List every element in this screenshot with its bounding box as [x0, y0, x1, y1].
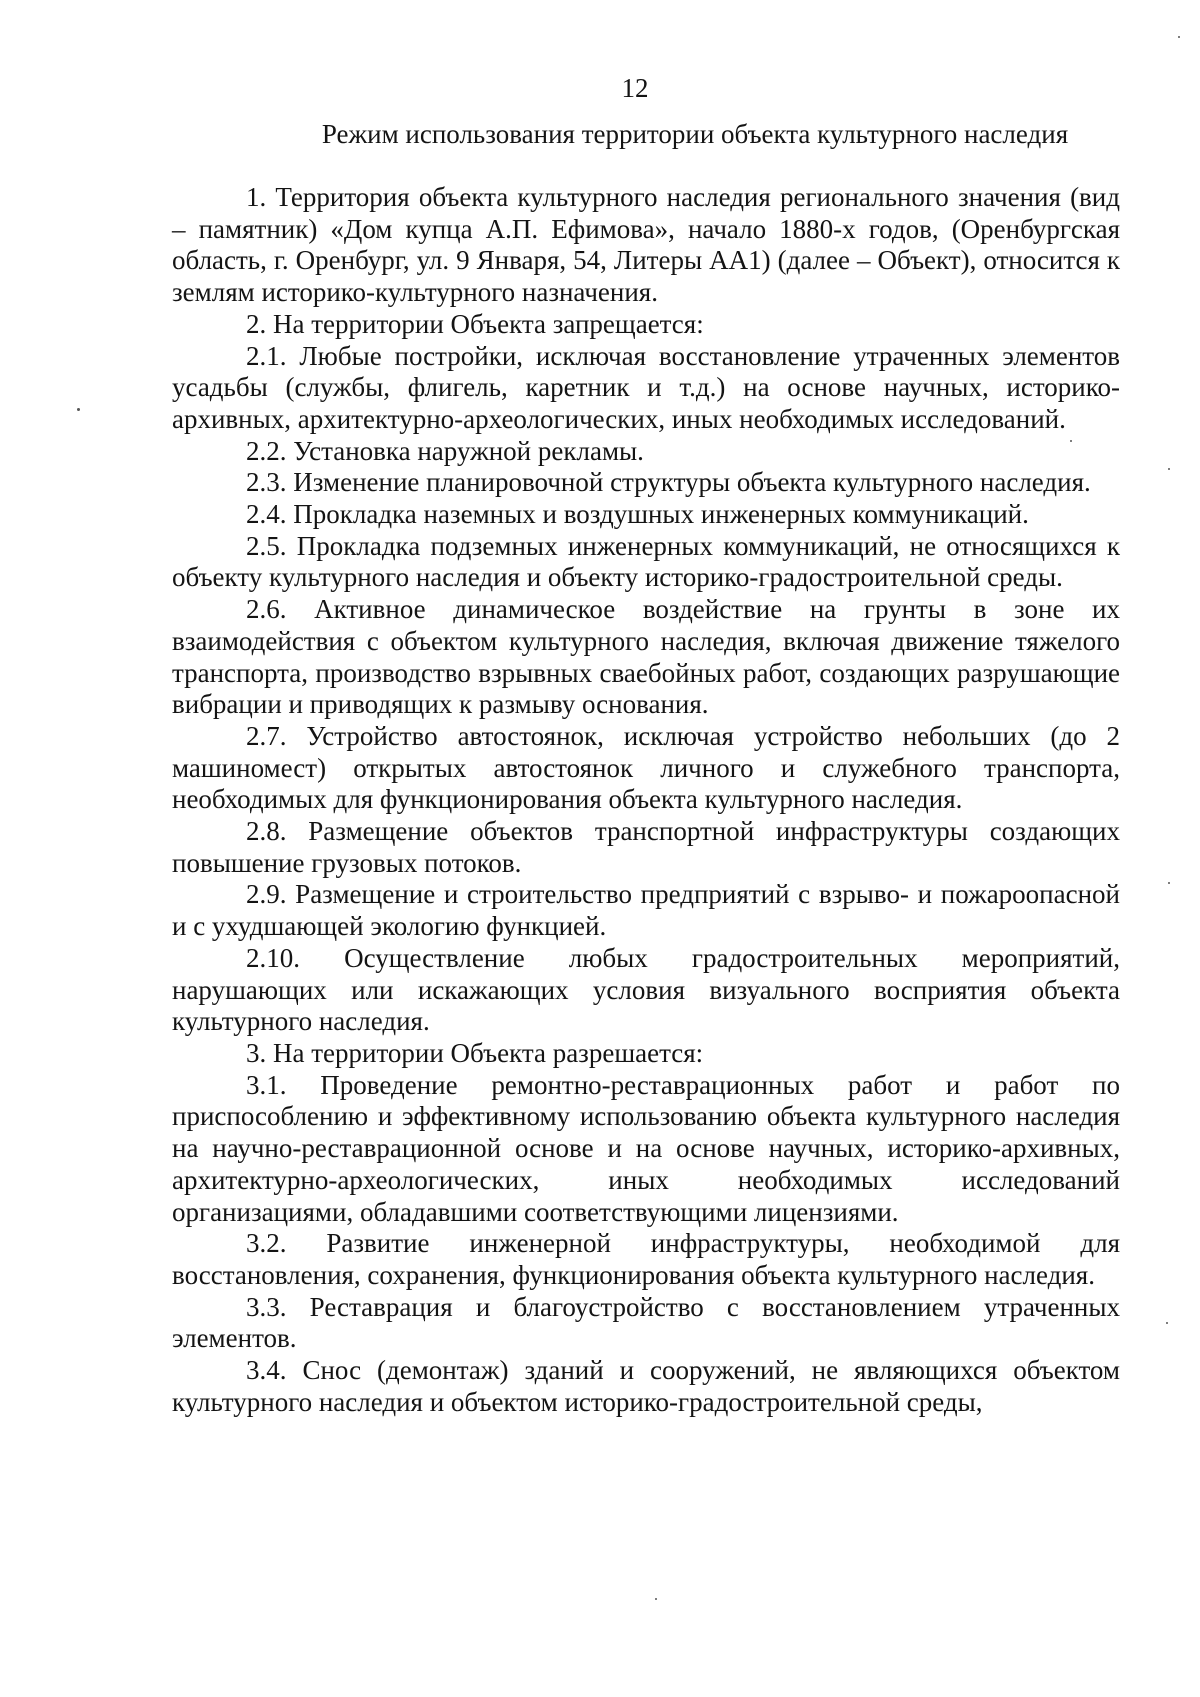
paragraph-2-5: 2.5. Прокладка подземных инженерных коммуникаций, не относящихся к объекту культурного наследия и объекту историко-градостроительной среды. — [172, 530, 1120, 593]
paragraph-2-1: 2.1. Любые постройки, исключая восстановление утраченных элементов усадьбы (службы, флигель, каретник и т.д.) на основе научных, историко-архивных, архитектурно-археологических, иных необходимых исследований. — [172, 340, 1120, 434]
paragraph-2-9: 2.9. Размещение и строительство предприятий с взрыво- и пожароопасной и с ухудшающей экологию функцией. — [172, 879, 1120, 942]
scan-speck — [1168, 468, 1170, 470]
scan-speck — [1168, 882, 1170, 884]
paragraph-3-1: 3.1. Проведение ремонтно-реставрационных работ и работ по приспособлению и эффективному использованию объекта культурного наследия на научно-реставрационной основе и на основе научных, историко-архивных, архитектурно-археологических, иных необходимых исследований организациями, обладавшими соответствующими лицензиями. — [172, 1069, 1120, 1227]
paragraph-1: 1. Территория объекта культурного наследия регионального значения (вид – памятник) «Дом купца А.П. Ефимова», начало 1880-х годов, (Оренбургская область, г. Оренбург, ул. 9 Января, 54, Литеры АА1) (далее – Объект), относится к землям историко-культурного назначения. — [172, 182, 1120, 308]
paragraph-2-4: 2.4. Прокладка наземных и воздушных инженерных коммуникаций. — [246, 499, 1029, 530]
scan-speck — [77, 408, 80, 411]
scan-speck — [1070, 440, 1072, 442]
paragraph-2-3: 2.3. Изменение планировочной структуры объекта культурного наследия. — [246, 467, 1091, 498]
paragraph-3: 3. На территории Объекта разрешается: — [246, 1037, 704, 1068]
document-title: Режим использования территории объекта культурного наследия — [321, 119, 1069, 149]
page-number: 12 — [621, 73, 649, 103]
paragraph-2-7: 2.7. Устройство автостоянок, исключая устройство небольших (до 2 машиномест) открытых автостоянок личного и служебного транспорта, необходимых для функционирования объекта культурного наследия. — [172, 720, 1120, 815]
paragraph-3-2: 3.2. Развитие инженерной инфраструктуры, необходимой для восстановления, сохранения, функционирования объекта культурного наследия. — [172, 1228, 1120, 1290]
paragraph-3-3: 3.3. Реставрация и благоустройство с восстановлением утраченных элементов. — [172, 1291, 1120, 1354]
paragraph-2-10: 2.10. Осуществление любых градостроительных мероприятий, нарушающих или искажающих условия визуального восприятия объекта культурного наследия. — [172, 942, 1120, 1037]
paragraph-2: 2. На территории Объекта запрещается: — [246, 308, 704, 339]
scan-speck — [1178, 36, 1180, 38]
document-body — [172, 182, 1120, 1418]
scan-speck — [655, 1598, 657, 1600]
paragraph-2-2: 2.2. Установка наружной рекламы. — [246, 435, 644, 466]
paragraph-3-4: 3.4. Снос (демонтаж) зданий и сооружений, не являющихся объектом культурного наследия и объектом историко-градостроительной среды, — [172, 1355, 1120, 1417]
paragraph-2-6: 2.6. Активное динамическое воздействие на грунты в зоне их взаимодействия с объектом культурного наследия, включая движение тяжелого транспорта, производство взрывных сваебойных работ, создающих разрушающие вибрации и приводящих к размыву основания. — [172, 594, 1120, 720]
paragraph-2-8: 2.8. Размещение объектов транспортной инфраструктуры создающих повышение грузовых потоков. — [172, 816, 1120, 878]
scan-speck — [1166, 1322, 1168, 1324]
